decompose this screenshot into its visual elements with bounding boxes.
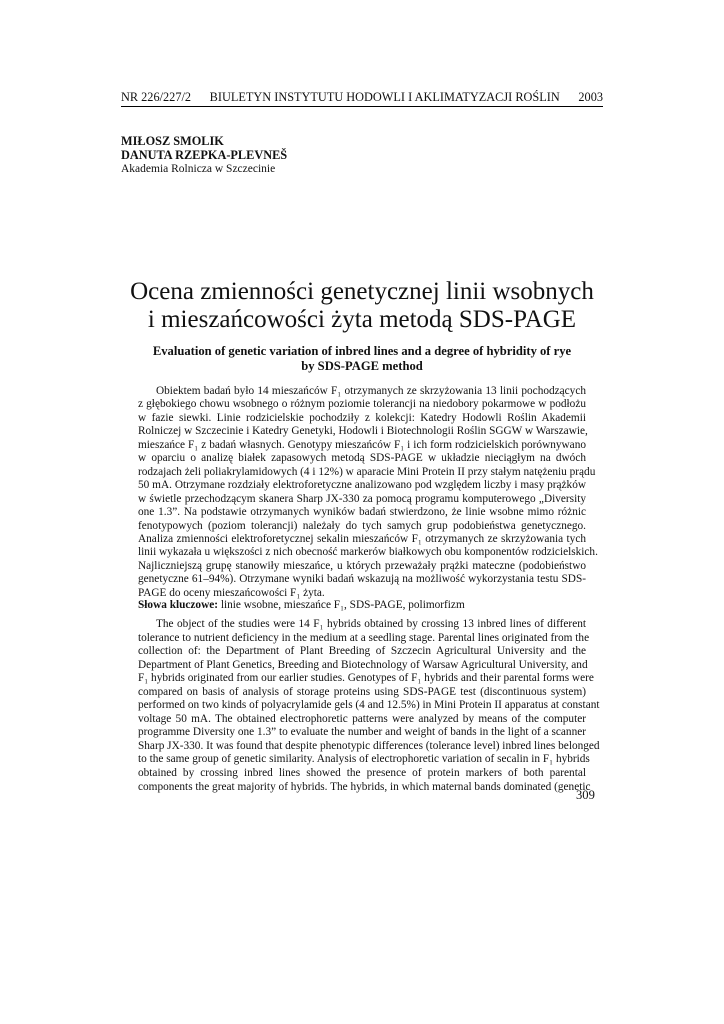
paragraph-line: tolerance to nutrient deficiency in the medium at a seedling stage. Parental lines originated from the [138,631,590,644]
abstract-polish [138,385,598,600]
paragraph-line: fenotypowych (poziom tolerancji) należały do tych samych grup podobieństwa genetycznego. [138,519,586,532]
author-block [121,134,287,176]
paragraph-line: w świetle przechodzącym skanera Sharp JX-330 za pomocą programu komputerowego „Diversity [138,492,586,505]
paragraph-line: Najliczniejszą grupę stanowiły mieszańce, u których przeważały prążki mateczne (podobieństwo [138,559,586,572]
paragraph-line: voltage 50 mA. The obtained electrophoretic patterns were analyzed by means of the computer [138,712,586,725]
paragraph-line: to the same group of genetic similarity. Analysis of electrophoretic variation of secalin in F₁ hybrids [138,753,590,766]
paragraph-line: The object of the studies were 14 F₁ hybrids obtained by crossing 13 inbred lines of different [156,618,586,630]
paragraph-line: one 1.3”. Na podstawie otrzymanych wyników badań stwierdzono, że linie wsobne mimo różnic [138,506,586,519]
paragraph-line: compared on basis of analysis of storage proteins using SDS-PAGE test (discontinuous system) [138,685,586,698]
paragraph-line: mieszańce F₁ z badań własnych. Genotypy mieszańców F₁ i ich form rodzicielskich porównywano [138,438,586,451]
paragraph-line: w oparciu o analizę białek zapasowych metodą SDS-PAGE w układzie nieciągłym na dwóch [138,452,586,465]
author-affiliation: Akademia Rolnicza w Szczecinie [121,163,276,175]
paragraph-line: programme Diversity one 1.3” to evaluate the number and weight of bands in the light of a scanner [138,726,586,739]
paragraph-line: obtained by crossing inbred lines showed the presence of protein markers of both parental [138,767,586,780]
abstract-english [138,618,600,794]
paragraph-line: Sharp JX-330. It was found that despite phenotypic differences (tolerance level) inbred lines belonged [138,739,600,752]
paragraph-line: PAGE do oceny mieszańcowości F₁ żyta. [138,586,325,599]
paragraph-line: F₁ hybrids originated from our earlier studies. Genotypes of F₁ hybrids and their parental forms were [138,672,594,685]
paragraph-line: 50 mA. Otrzymane rozdziały elektroforetyczne analizowano pod względem liczby i masy prążków [138,479,586,492]
paragraph-line: Department of Plant Genetics, Breeding and Biotechnology of Warsaw Agricultural University, and [138,658,588,671]
keywords-text: linie wsobne, mieszańce F₁, SDS-PAGE, polimorfizm [220,599,465,611]
paragraph-line: Rolniczej w Szczecinie i Katedry Genetyki, Hodowli i Biotechnologii Roślin SGGW w Warszawie, [138,425,588,438]
journal-name: BIULETYN INSTYTUTU HODOWLI I AKLIMATYZACJI ROŚLIN [209,90,560,104]
keywords [138,598,586,612]
paragraph-line: components the great majority of hybrids. The hybrids, in which maternal bands dominated (genetic [138,780,591,793]
author-name: MIŁOSZ SMOLIK [121,134,224,148]
paragraph-line: collection of: the Department of Plant Breeding of Szczecin Agricultural University and the [138,645,586,658]
paragraph-line: performed on two kinds of polyacrylamide gels (4 and 12.5%) in Mini Protein II apparatus at constant [138,699,600,712]
english-title-line: Evaluation of genetic variation of inbred lines and a degree of hybridity of rye [152,344,572,358]
paragraph-line: Obiektem badań było 14 mieszańców F₁ otrzymanych ze skrzyżowania 13 linii pochodzących [156,385,586,397]
keywords-label: Słowa kluczowe: [138,599,219,611]
paragraph-line: z głębokiego chowu wsobnego o różnym poziomie tolerancji na niedobory pokarmowe w podłożu [138,398,586,411]
paragraph-line: w fazie siewki. Linie rodzicielskie pochodziły z kolekcji: Katedry Hodowli Roślin Akademii [138,411,586,424]
paragraph-line: Analiza zmienności elektroforetycznej sekalin mieszańców F₁ otrzymanych ze skrzyżowania tych [138,532,586,545]
header-rule [121,106,603,107]
english-title-line: by SDS-PAGE method [301,359,423,373]
paragraph-line: linii wykazała u większości z nich obecność markerów białkowych obu komponentów rodzicielskich. [138,546,598,559]
paper-title [121,278,603,334]
title-line: Ocena zmienności genetycznej linii wsobnych [130,278,594,305]
issue-number: NR 226/227/2 [121,90,192,104]
title-line: i mieszańcowości żyta metodą SDS-PAGE [147,306,577,333]
running-header [121,90,603,105]
publication-year: 2003 [578,90,603,104]
page-number: 309 [576,788,595,802]
author-name: DANUTA RZEPKA-PLEVNEŠ [121,148,288,162]
paragraph-line: genetyczne 61–94%). Otrzymane wyniki badań wskazują na możliwość wykorzystania testu SDS- [138,573,586,586]
paragraph-line: rodzajach żeli poliakrylamidowych (4 i 12%) w aparacie Mini Protein II przy stałym natężeniu prądu [138,465,596,478]
english-title [121,344,603,374]
